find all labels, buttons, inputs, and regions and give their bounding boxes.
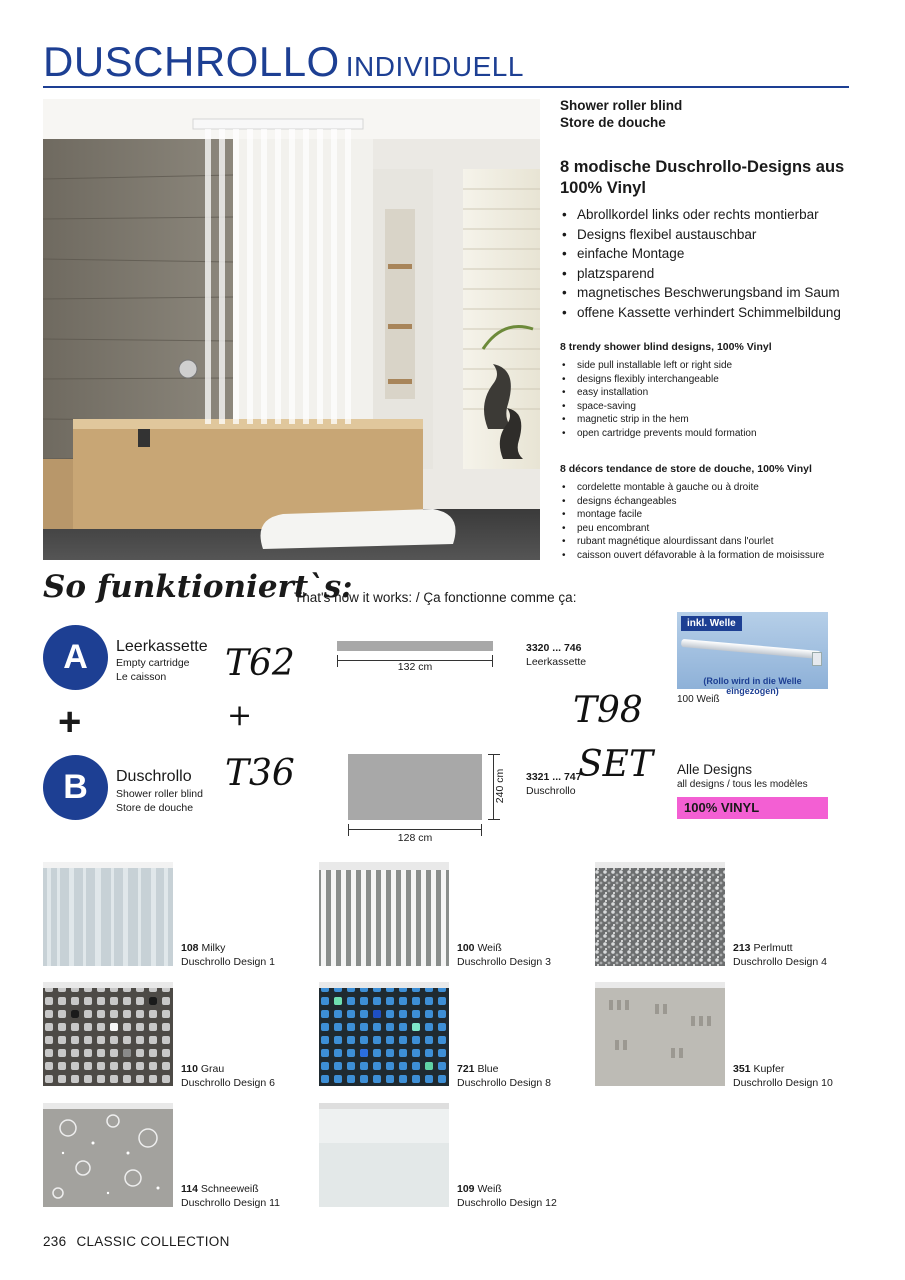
design-swatch-grau bbox=[43, 982, 173, 1086]
feature-list-french bbox=[560, 481, 824, 563]
step-a-english: Empty cartridge bbox=[116, 657, 190, 669]
design-caption bbox=[181, 1182, 280, 1210]
all-designs-title: Alle Designs bbox=[677, 762, 753, 777]
welle-endcap-graphic bbox=[812, 652, 822, 666]
step-a-french: Le caisson bbox=[116, 671, 167, 683]
blind-drawing bbox=[348, 754, 482, 820]
list-item: • open cartridge prevents mould formation bbox=[560, 427, 757, 441]
design-swatch-perlmutt bbox=[595, 862, 725, 966]
design-caption bbox=[181, 941, 275, 969]
design-code: 213 bbox=[733, 942, 751, 954]
design-name: Duschrollo Design 11 bbox=[181, 1197, 281, 1209]
list-item: • offene Kassette verhindert Schimmelbildung bbox=[560, 303, 841, 323]
page-title bbox=[43, 38, 524, 91]
design-code: 721 bbox=[457, 1063, 475, 1075]
design-color: Schneeweiß bbox=[200, 1183, 259, 1195]
welle-tag: inkl. Welle bbox=[681, 616, 742, 631]
step-a-title: Leerkassette bbox=[116, 638, 208, 655]
blind-width-label: 128 cm bbox=[397, 832, 433, 844]
design-name: Duschrollo Design 4 bbox=[733, 956, 827, 968]
step-a-article-name: Leerkassette bbox=[526, 656, 587, 668]
headline: 8 modische Duschrollo-Designs aus 100% Vinyl bbox=[560, 158, 845, 197]
handwritten-note-t98: T98 bbox=[573, 690, 643, 731]
vinyl-badge: 100% VINYL bbox=[677, 797, 828, 819]
design-swatch-kupfer bbox=[595, 982, 725, 1086]
welle-label: 100 Weiß bbox=[677, 694, 720, 705]
list-item: • caisson ouvert défavorable à la formation de moisissure bbox=[560, 549, 824, 563]
list-item: • magnetic strip in the hem bbox=[560, 413, 757, 427]
design-swatch-blue bbox=[319, 982, 449, 1086]
list-item: • side pull installable left or right side bbox=[560, 359, 757, 373]
step-b-badge: B bbox=[43, 755, 108, 820]
design-code: 100 bbox=[457, 942, 475, 954]
design-name: Duschrollo Design 12 bbox=[457, 1197, 557, 1209]
design-name: Duschrollo Design 8 bbox=[457, 1077, 551, 1089]
step-b-french: Store de douche bbox=[116, 802, 194, 814]
page-footer bbox=[43, 1234, 230, 1249]
handwritten-plus: + bbox=[227, 698, 253, 733]
handwritten-note-set: SET bbox=[578, 744, 653, 785]
heading-french: 8 décors tendance de store de douche, 100% Vinyl bbox=[560, 463, 812, 475]
heading-english: 8 trendy shower blind designs, 100% Vinyl bbox=[560, 341, 772, 353]
list-item: • designs échangeables bbox=[560, 495, 824, 509]
page-number: 236 bbox=[43, 1234, 67, 1249]
design-caption bbox=[181, 1062, 275, 1090]
how-it-works-title: So funktioniert`s: bbox=[43, 569, 353, 605]
how-it-works-subtitle: That's how it works: / Ça fonctionne comme ça: bbox=[294, 590, 577, 605]
design-swatch-schneeweiss bbox=[43, 1103, 173, 1207]
design-color: Milky bbox=[201, 942, 226, 954]
handwritten-note-t62: T62 bbox=[225, 643, 295, 684]
step-b-english: Shower roller blind bbox=[116, 788, 203, 800]
blind-height-label: 240 cm bbox=[494, 768, 506, 804]
design-color: Weiß bbox=[477, 1183, 502, 1195]
design-color: Kupfer bbox=[753, 1063, 785, 1075]
list-item: • platzsparend bbox=[560, 264, 841, 284]
feature-list-german bbox=[560, 205, 841, 323]
feature-list-english bbox=[560, 359, 757, 441]
list-item: • magnetisches Beschwerungsband im Saum bbox=[560, 283, 841, 303]
design-name: Duschrollo Design 10 bbox=[733, 1077, 833, 1089]
design-color: Perlmutt bbox=[753, 942, 793, 954]
design-swatch-weiss-plain bbox=[319, 1103, 449, 1207]
design-caption bbox=[733, 941, 827, 969]
list-item: • Abrollkordel links oder rechts montierbar bbox=[560, 205, 841, 225]
design-color: Blue bbox=[477, 1063, 499, 1075]
list-item: • rubant magnétique alourdissant dans l'ourlet bbox=[560, 535, 824, 549]
design-caption bbox=[457, 1182, 557, 1210]
hero-photo-bathroom bbox=[43, 99, 540, 560]
design-swatch-weiss-stripes bbox=[319, 862, 449, 966]
design-code: 108 bbox=[181, 942, 199, 954]
handwritten-note-t36: T36 bbox=[225, 753, 295, 794]
step-a-article-number: 3320 ... 746 bbox=[526, 642, 582, 654]
title-subtitle: INDIVIDUELL bbox=[345, 51, 524, 82]
design-swatch-milky bbox=[43, 862, 173, 966]
design-caption bbox=[457, 1062, 551, 1090]
design-caption bbox=[457, 941, 551, 969]
design-name: Duschrollo Design 6 bbox=[181, 1077, 275, 1089]
list-item: • einfache Montage bbox=[560, 244, 841, 264]
step-a-badge: A bbox=[43, 625, 108, 690]
design-code: 114 bbox=[181, 1183, 198, 1195]
design-name: Duschrollo Design 3 bbox=[457, 956, 551, 968]
list-item: • designs flexibly interchangeable bbox=[560, 373, 757, 387]
list-item: • peu encombrant bbox=[560, 522, 824, 536]
design-name: Duschrollo Design 1 bbox=[181, 956, 275, 968]
step-b-title: Duschrollo bbox=[116, 768, 192, 785]
list-item: • cordelette montable à gauche ou à droite bbox=[560, 481, 824, 495]
subtitle-french: Store de douche bbox=[560, 115, 666, 130]
plus-sign: + bbox=[58, 700, 82, 744]
step-b-article-number: 3321 ... 747 bbox=[526, 771, 582, 783]
design-caption bbox=[733, 1062, 833, 1090]
collection-name: CLASSIC COLLECTION bbox=[76, 1234, 230, 1249]
design-color: Grau bbox=[200, 1063, 225, 1075]
design-code: 351 bbox=[733, 1063, 751, 1075]
cassette-drawing bbox=[337, 641, 493, 651]
list-item: • easy installation bbox=[560, 386, 757, 400]
title-text: DUSCHROLLO bbox=[43, 38, 340, 85]
design-color: Weiß bbox=[477, 942, 502, 954]
design-code: 109 bbox=[457, 1183, 475, 1195]
cassette-width-label: 132 cm bbox=[397, 661, 433, 673]
list-item: • Designs flexibel austauschbar bbox=[560, 225, 841, 245]
all-designs-subtitle: all designs / tous les modèles bbox=[677, 779, 808, 790]
step-b-article-name: Duschrollo bbox=[526, 785, 576, 797]
list-item: • space-saving bbox=[560, 400, 757, 414]
design-code: 110 bbox=[181, 1063, 198, 1075]
welle-note: (Rollo wird in die Welle eingezogen) bbox=[703, 676, 802, 696]
list-item: • montage facile bbox=[560, 508, 824, 522]
title-divider bbox=[43, 86, 849, 88]
subtitle-english: Shower roller blind bbox=[560, 98, 683, 113]
